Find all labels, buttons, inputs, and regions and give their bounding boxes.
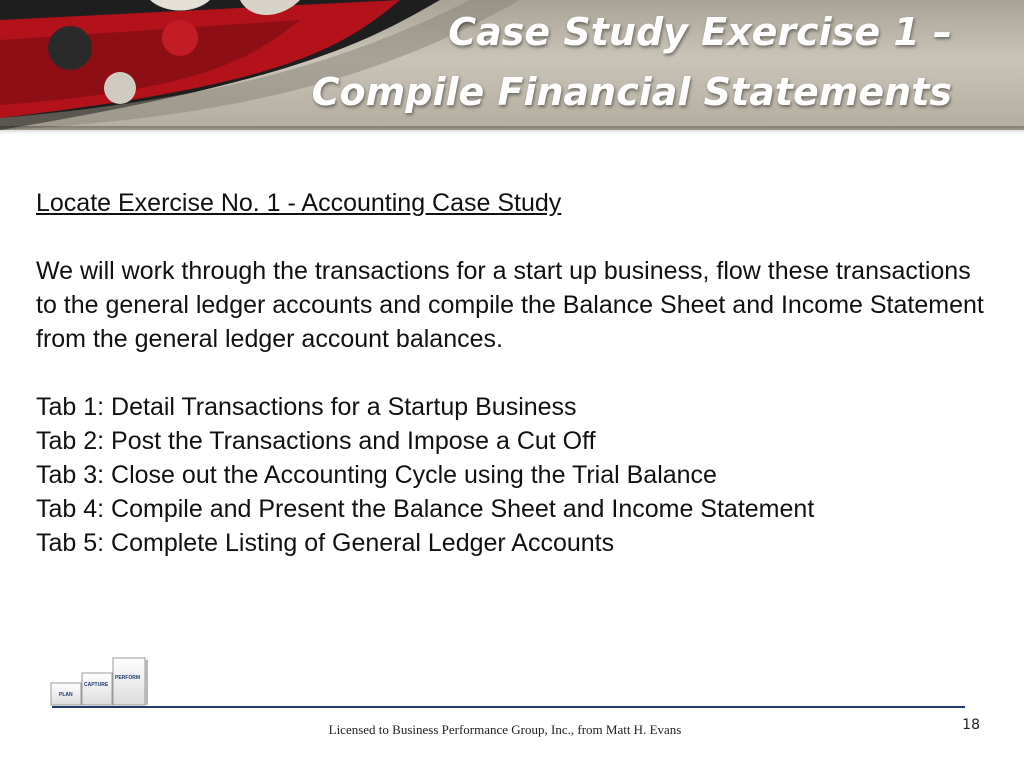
slide-body [36, 186, 996, 560]
slide-title [312, 2, 952, 122]
slide-title-line-2: Compile Financial Statements [311, 70, 952, 114]
logo-step-capture: CAPTURE [84, 682, 109, 688]
tab-list-item: Tab 4: Compile and Present the Balance Sheet and Income Statement [36, 495, 815, 523]
plan-capture-perform-logo [50, 656, 150, 708]
footer-divider [52, 706, 965, 708]
slide-header [0, 0, 1024, 130]
slide-title-line-1: Case Study Exercise 1 – [448, 10, 952, 54]
header-shadow [0, 126, 1024, 134]
tab-list-item: Tab 5: Complete Listing of General Ledger Accounts [36, 529, 615, 557]
page-number: 18 [962, 717, 980, 733]
tab-list [36, 390, 996, 560]
tab-list-item: Tab 2: Post the Transactions and Impose a Cut Off [36, 427, 596, 455]
license-footer: Licensed to Business Performance Group, Inc., from Matt H. Evans [328, 722, 682, 737]
logo-step-perform: PERFORM [115, 675, 140, 681]
logo-step-plan: PLAN [59, 692, 73, 698]
intro-paragraph: We will work through the transactions for a start up business, flow these transactions to the general ledger accounts and compile the Balance Sheet and Income Statement from the general ledger account balances. [36, 257, 984, 353]
tab-list-item: Tab 1: Detail Transactions for a Startup Business [36, 393, 577, 421]
exercise-subtitle: Locate Exercise No. 1 - Accounting Case Study [36, 189, 562, 217]
spacer [36, 356, 996, 390]
tab-list-item: Tab 3: Close out the Accounting Cycle using the Trial Balance [36, 461, 717, 489]
spacer [36, 220, 996, 254]
